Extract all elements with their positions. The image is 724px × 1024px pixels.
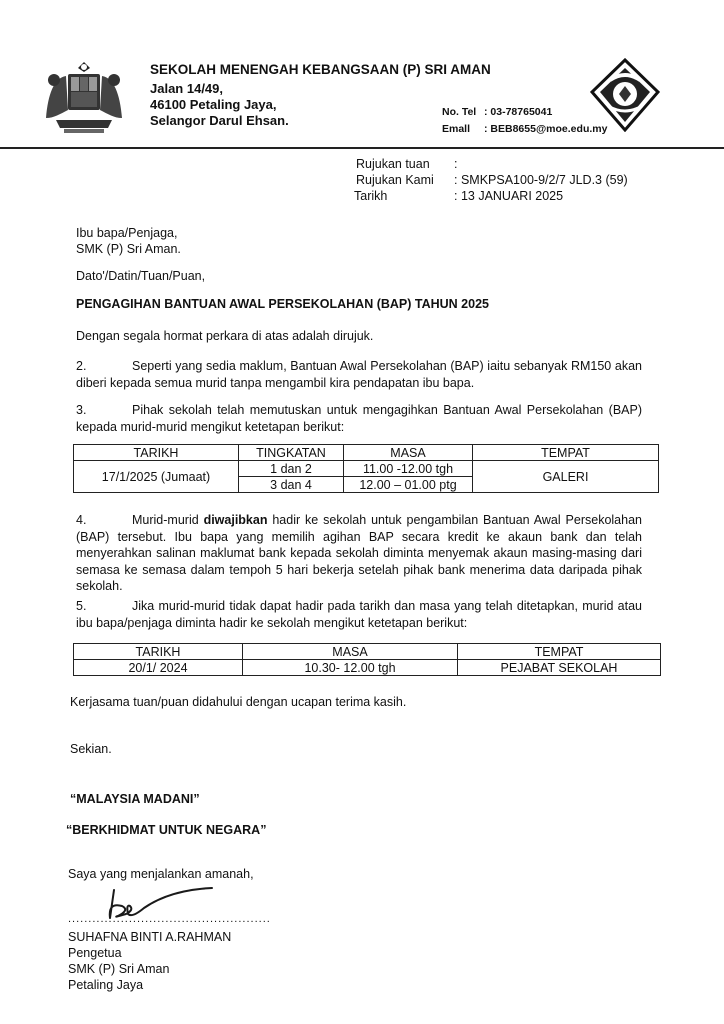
cell-tingkatan: 1 dan 2 xyxy=(239,461,344,477)
letter-subject: PENGAGIHAN BANTUAN AWAL PERSEKOLAHAN (BAP) TAHUN 2025 xyxy=(76,297,489,311)
alternate-schedule-table xyxy=(73,643,661,676)
paragraph-4 xyxy=(76,512,642,595)
tel-label: No. Tel xyxy=(442,106,477,118)
cell-tarikh: 20/1/ 2024 xyxy=(74,660,243,676)
table-header-row xyxy=(74,445,659,461)
malaysia-coat-of-arms-logo xyxy=(38,58,130,136)
recipient-line-2: SMK (P) Sri Aman. xyxy=(76,242,181,256)
email-value: : BEB8655@moe.edu.my xyxy=(484,123,608,135)
paragraph-4-text-start: Murid-murid xyxy=(132,513,204,527)
rujukan-kami-label: Rujukan Kami xyxy=(356,173,434,187)
cell-tingkatan: 3 dan 4 xyxy=(239,477,344,493)
tel-value: : 03-78765041 xyxy=(484,106,553,118)
schedule-table xyxy=(73,444,659,493)
header-tempat: TEMPAT xyxy=(473,445,659,461)
cell-tempat: GALERI xyxy=(473,461,659,493)
intro-text: Dengan segala hormat perkara di atas adalah dirujuk. xyxy=(76,329,374,343)
tarikh-value: : 13 JANUARI 2025 xyxy=(454,189,564,203)
address-line-1: Jalan 14/49, xyxy=(150,81,223,96)
paragraph-3-text: Pihak sekolah telah memutuskan untuk mengagihkan Bantuan Awal Persekolahan (BAP) kepada murid-murid mengikut ketetapan berikut: xyxy=(76,403,642,434)
cell-tempat: PEJABAT SEKOLAH xyxy=(458,660,661,676)
cell-masa: 11.00 -12.00 tgh xyxy=(344,461,473,477)
header-tarikh: TARIKH xyxy=(74,445,239,461)
thanks-text: Kerjasama tuan/puan didahului dengan ucapan terima kasih. xyxy=(70,695,407,709)
address-line-2: 46100 Petaling Jaya, xyxy=(150,97,277,112)
paragraph-5-number: 5. xyxy=(76,599,87,613)
slogan-malaysia-madani: “MALAYSIA MADANI” xyxy=(70,792,200,806)
header-masa: MASA xyxy=(344,445,473,461)
signatory-place: Petaling Jaya xyxy=(68,978,144,992)
table-header-row xyxy=(74,644,661,660)
header-divider xyxy=(0,147,724,149)
paragraph-5-text: Jika murid-murid tidak dapat hadir pada tarikh dan masa yang telah ditetapkan, murid atau ibu bapa/penjaga diminta hadir ke sekolah mengikut ketetapan berikut: xyxy=(76,599,642,630)
header-tarikh: TARIKH xyxy=(74,644,243,660)
cell-masa: 12.00 – 01.00 ptg xyxy=(344,477,473,493)
signature-dotted-line: .................................................. xyxy=(68,913,271,925)
header-tingkatan: TINGKATAN xyxy=(239,445,344,461)
signatory-school: SMK (P) Sri Aman xyxy=(68,962,170,976)
signatory-name: SUHAFNA BINTI A.RAHMAN xyxy=(68,930,232,944)
cell-tarikh: 17/1/2025 (Jumaat) xyxy=(74,461,239,493)
closing-text: Sekian. xyxy=(70,742,112,756)
cell-masa: 10.30- 12.00 tgh xyxy=(243,660,458,676)
paragraph-4-emphasis: diwajibkan xyxy=(203,513,268,527)
rujukan-kami-value: : SMKPSA100-9/2/7 JLD.3 (59) xyxy=(454,173,628,187)
email-label: Emall xyxy=(442,123,471,135)
address-line-3: Selangor Darul Ehsan. xyxy=(150,113,289,128)
rujukan-tuan-label: Rujukan tuan xyxy=(356,157,430,171)
paragraph-4-text-end: hadir ke sekolah untuk pengambilan Bantuan Awal Persekolahan (BAP) tersebut. Ibu bapa yang memilih agihan BAP secara kredit ke akaun bank dan telah menyerahkan salinan maklumat bank kepada sekolah diminta menyemak akaun masing-masing dari semasa ke semasa dalam tempoh 5 hari bekerja setelah pihak bank menerima data daripada pihak sekolah. xyxy=(76,513,642,593)
slogan-berkhidmat: “BERKHIDMAT UNTUK NEGARA” xyxy=(66,823,267,837)
paragraph-2-number: 2. xyxy=(76,359,87,373)
school-crest-logo xyxy=(590,58,660,132)
paragraph-5 xyxy=(76,598,642,631)
school-name: SEKOLAH MENENGAH KEBANGSAAN (P) SRI AMAN xyxy=(150,62,491,77)
paragraph-3-number: 3. xyxy=(76,403,87,417)
signatory-title: Pengetua xyxy=(68,946,122,960)
paragraph-2 xyxy=(76,358,642,391)
salutation: Dato'/Datin/Tuan/Puan, xyxy=(76,269,206,283)
table-row xyxy=(74,660,661,676)
rujukan-tuan-value: : xyxy=(454,157,458,171)
header-tempat: TEMPAT xyxy=(458,644,661,660)
paragraph-3 xyxy=(76,402,642,435)
paragraph-4-number: 4. xyxy=(76,513,87,527)
trust-line: Saya yang menjalankan amanah, xyxy=(68,867,254,881)
paragraph-2-text: Seperti yang sedia maklum, Bantuan Awal Persekolahan (BAP) iaitu sebanyak RM150 akan diberi kepada semua murid tanpa mengambil kira pendapatan ibu bapa. xyxy=(76,359,642,390)
recipient-line-1: Ibu bapa/Penjaga, xyxy=(76,226,178,240)
tarikh-label: Tarikh xyxy=(354,189,388,203)
header-masa: MASA xyxy=(243,644,458,660)
table-row xyxy=(74,461,659,477)
